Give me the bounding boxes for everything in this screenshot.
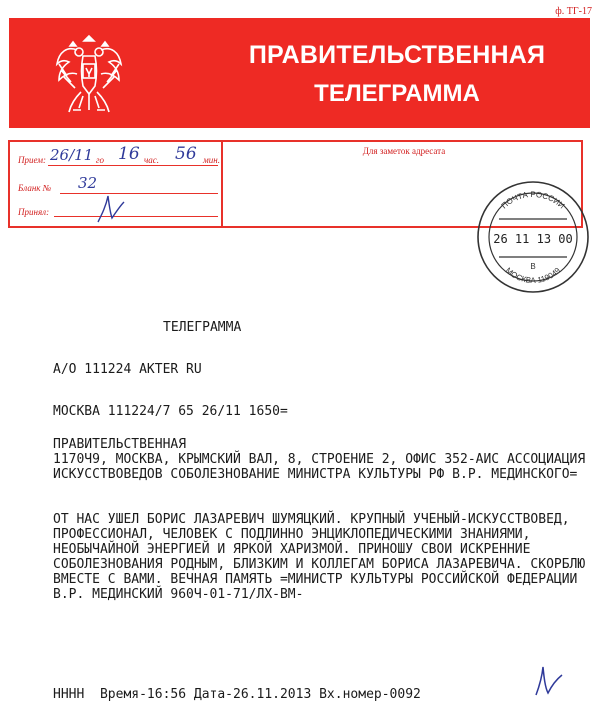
blank-label: Бланк № xyxy=(18,183,52,193)
postmark-letter: В xyxy=(530,262,536,271)
hour-label: час. xyxy=(144,155,160,165)
header-subtitle: ТЕЛЕГРАММА xyxy=(314,80,480,107)
header-title: ПРАВИТЕЛЬСТВЕННАЯ xyxy=(248,41,546,69)
received-label: Прием: xyxy=(18,155,47,165)
telegram-heading: ТЕЛЕГРАММА xyxy=(163,320,242,335)
postmark-stamp xyxy=(475,179,591,295)
telegram-line: СОБОЛЕЗНОВАНИЯ РОДНЫМ, БЛИЗКИМ И КОЛЛЕГАМ БОРИСА ЛАЗАРЕВИЧА. СКОРБЛЮ xyxy=(53,557,586,572)
coat-of-arms-icon xyxy=(53,30,125,120)
postmark-bottom-text: МОСКВА 119049 xyxy=(503,265,563,285)
accepted-line xyxy=(54,216,218,217)
notes-label: Для заметок адресата xyxy=(362,146,446,156)
minute-label: мин. xyxy=(203,155,220,165)
telegram-footer: НННН Время-16:56 Дата-26.11.2013 Вх.номер-0092 xyxy=(53,687,421,702)
year-label: го xyxy=(96,155,105,165)
signature-icon xyxy=(92,188,132,224)
handwritten-mark-icon xyxy=(528,655,568,700)
accepted-label: Принял: xyxy=(18,207,50,217)
telegram-line: В.Р. МЕДИНСКИЙ 960Ч-01-71/ЛХ-ВМ- xyxy=(53,587,304,602)
telegram-line: ПРОФЕССИОНАЛ, ЧЕЛОВЕК С ПОДЛИННО ЭНЦИКЛОПЕДИЧЕСКИМИ ЗНАНИЯМИ, xyxy=(53,527,531,542)
blank-number-handwritten: 32 xyxy=(78,174,98,192)
telegram-line: ОТ НАС УШЕЛ БОРИС ЛАЗАРЕВИЧ ШУМЯЦКИЙ. КРУПНЫЙ УЧЕНЫЙ-ИСКУССТВОВЕД, xyxy=(53,512,570,527)
hour-handwritten: 16 xyxy=(118,144,140,164)
postmark-date: 26 11 13 00 xyxy=(493,232,573,246)
address-code: А/О 111224 AKTER RU xyxy=(53,362,202,377)
routing-line: МОСКВА 111224/7 65 26/11 1650= xyxy=(53,404,288,419)
telegram-line: 1170Ч9, МОСКВА, КРЫМСКИЙ ВАЛ, 8, СТРОЕНИЕ 2, ОФИС 352-АИС АССОЦИАЦИЯ xyxy=(53,452,586,467)
blank-line xyxy=(60,193,218,194)
form-divider xyxy=(221,140,223,228)
postmark-top-text: ПОЧТА РОССИИ xyxy=(499,189,567,211)
minute-handwritten: 56 xyxy=(175,144,197,164)
telegram-line: ПРАВИТЕЛЬСТВЕННАЯ xyxy=(53,437,187,452)
form-code: ф. ТГ-17 xyxy=(555,6,592,17)
telegram-line: ВМЕСТЕ С ВАМИ. ВЕЧНАЯ ПАМЯТЬ =МИНИСТР КУЛЬТУРЫ РОССИЙСКОЙ ФЕДЕРАЦИИ xyxy=(53,572,578,587)
telegram-line: ИСКУССТВОВЕДОВ СОБОЛЕЗНОВАНИЕ МИНИСТРА КУЛЬТУРЫ РФ В.Р. МЕДИНСКОГО= xyxy=(53,467,578,482)
received-line xyxy=(48,165,218,166)
telegram-line: НЕОБЫЧАЙНОЙ ЭНЕРГИЕЙ И ЯРКОЙ ХАРИЗМОЙ. ПРИНОШУ СВОИ ИСКРЕННИЕ xyxy=(53,542,531,557)
received-day-handwritten: 26/11 xyxy=(50,146,94,164)
